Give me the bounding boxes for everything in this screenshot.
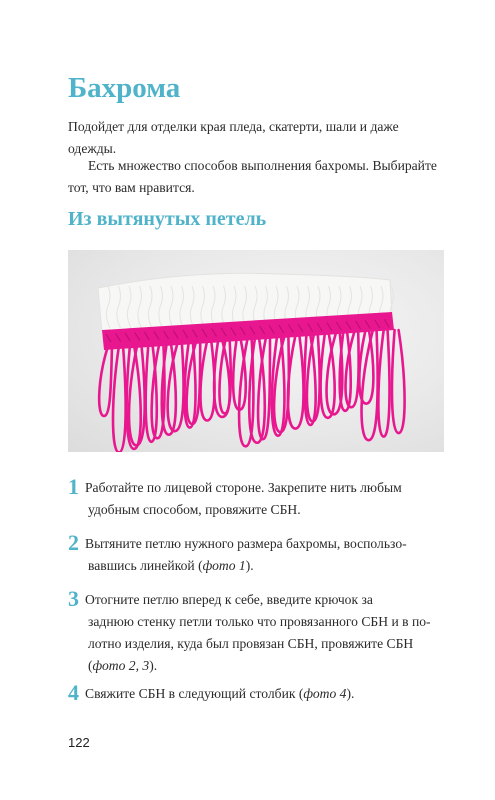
fringe-loop <box>214 340 230 417</box>
step-4: 4 Свяжите СБН в следующий столбик (фото 4). <box>68 680 355 705</box>
step-1: 1 Работайте по лицевой стороне. Закрепите нить любым удобным способом, провяжите СБН. <box>68 474 402 517</box>
page-number: 122 <box>68 735 90 750</box>
photo-ref: фото 1 <box>202 558 246 573</box>
fringe-loop <box>288 336 304 429</box>
step-number: 3 <box>68 586 79 611</box>
intro-paragraph-1: Подойдет для отделки края пледа, скатерти, шали и даже одежды. <box>68 119 399 156</box>
fringe-loop <box>378 331 389 437</box>
fringe-loop <box>392 330 405 433</box>
fringe-loop <box>113 345 126 452</box>
fringe-loop <box>187 341 201 424</box>
fringe-photo <box>68 250 444 452</box>
fringe-loop <box>99 346 112 416</box>
section-subtitle: Из вытянутых петель <box>68 208 267 230</box>
step-3: 3 Отогните петлю вперед к себе, введите крючок за заднюю стенку петли только что провязанного СБН и в по- лотно изделия, куда был провязан СБН, провяжите СБН (фото 2, 3). <box>68 586 431 673</box>
step-number: 4 <box>68 680 79 705</box>
step-2: 2 Вытяните петлю нужного размера бахромы, воспользо- вавшись линейкой (фото 1). <box>68 530 407 573</box>
fringe-loop <box>200 341 214 421</box>
page-title: Бахрома <box>68 72 181 104</box>
fringe-loop <box>362 331 378 440</box>
photo-ref: фото 2, 3 <box>92 658 150 673</box>
intro-paragraph-2: Есть множество способов выполнения бахромы. Выбирайте тот, что вам нравится. <box>68 158 437 195</box>
step-number: 2 <box>68 530 79 555</box>
step-number: 1 <box>68 474 79 499</box>
photo-ref: фото 4 <box>303 686 347 701</box>
